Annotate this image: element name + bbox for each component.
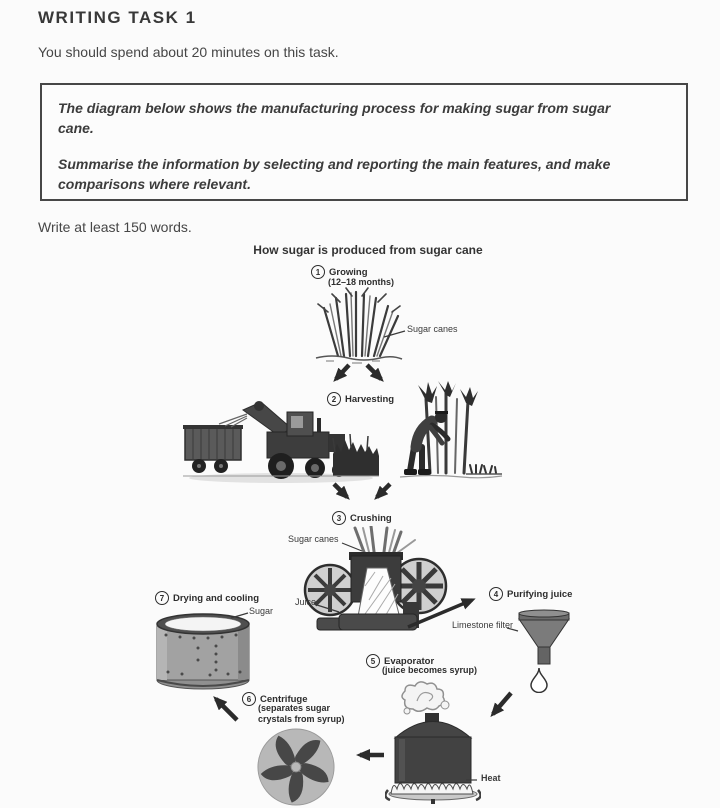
arrow-purifying-to-evaporator — [493, 693, 511, 714]
annotation-sugar-canes-growing: Sugar canes — [407, 324, 458, 334]
step-text-crushing: Crushing — [350, 512, 392, 524]
drying-drum-illustration — [150, 608, 256, 694]
sugar-in-drum — [165, 617, 241, 631]
centrifuge-illustration — [256, 727, 336, 807]
task-prompt-box — [40, 83, 688, 201]
step-number-3: 3 — [332, 511, 346, 525]
step-number-2: 2 — [327, 392, 341, 406]
page-title: WRITING TASK 1 — [38, 8, 197, 27]
annotation-sugar-canes-crushing: Sugar canes — [288, 534, 339, 544]
step-text-growing: Growing — [329, 266, 368, 278]
step-label-purifying — [489, 587, 572, 601]
step-number-6: 6 — [242, 692, 256, 706]
step-number-5: 5 — [366, 654, 380, 668]
arrow-centrifuge-to-drying — [216, 699, 237, 720]
cut-stubble — [470, 465, 496, 473]
annotation-juice: Juice — [295, 597, 317, 607]
annotation-heat: Heat — [481, 773, 501, 783]
juice-droplet-icon — [530, 667, 548, 693]
limestone-filter-funnel-illustration — [517, 609, 571, 667]
mechanical-harvester-illustration — [183, 394, 379, 486]
prompt-paragraph-1: The diagram below shows the manufacturing process for making sugar from sugar cane. — [58, 100, 611, 137]
step-text-harvesting: Harvesting — [345, 393, 395, 405]
word-requirement: Write at least 150 words. — [38, 219, 192, 235]
step-text-centrifuge: Centrifuge — [260, 693, 308, 705]
annotation-limestone-filter: Limestone filter — [452, 620, 514, 630]
step-text-purifying: Purifying juice — [507, 588, 573, 600]
flames — [391, 784, 473, 795]
farm-worker — [404, 411, 448, 475]
arrow-growing-to-harvester — [336, 365, 349, 379]
juice-trough — [339, 614, 417, 630]
step-sub-evaporator: (juice becomes syrup) — [382, 665, 478, 675]
time-instruction: You should spend about 20 minutes on this task. — [38, 44, 339, 60]
boiler-body — [395, 737, 471, 783]
step-sub-growing: (12–18 months) — [328, 277, 395, 287]
step-number-1: 1 — [311, 265, 325, 279]
crusher-illustration — [303, 526, 449, 636]
arrow-growing-to-cutter — [367, 365, 381, 379]
step-label-drying — [155, 591, 259, 605]
steam-cloud — [402, 682, 444, 711]
step-sub-centrifuge: (separates sugar crystals from syrup) — [258, 703, 345, 725]
prompt-paragraph-2: Summarise the information by selecting and reporting the main features, and make comparisons where relevant. — [58, 155, 611, 192]
crusher-wheel-left — [305, 565, 355, 615]
evaporator-illustration — [385, 681, 481, 805]
sugar-cane-field-illustration — [312, 286, 404, 364]
manual-cane-cutter-illustration — [392, 381, 504, 483]
step-text-evaporator: Evaporator — [384, 655, 435, 667]
step-label-crushing — [332, 511, 392, 525]
step-text-drying: Drying and cooling — [173, 592, 260, 604]
step-number-7: 7 — [155, 591, 169, 605]
conveyor-arm — [243, 402, 291, 436]
step-number-4: 4 — [489, 587, 503, 601]
diagram-title: How sugar is produced from sugar cane — [253, 243, 483, 257]
annotation-sugar: Sugar — [249, 606, 274, 616]
